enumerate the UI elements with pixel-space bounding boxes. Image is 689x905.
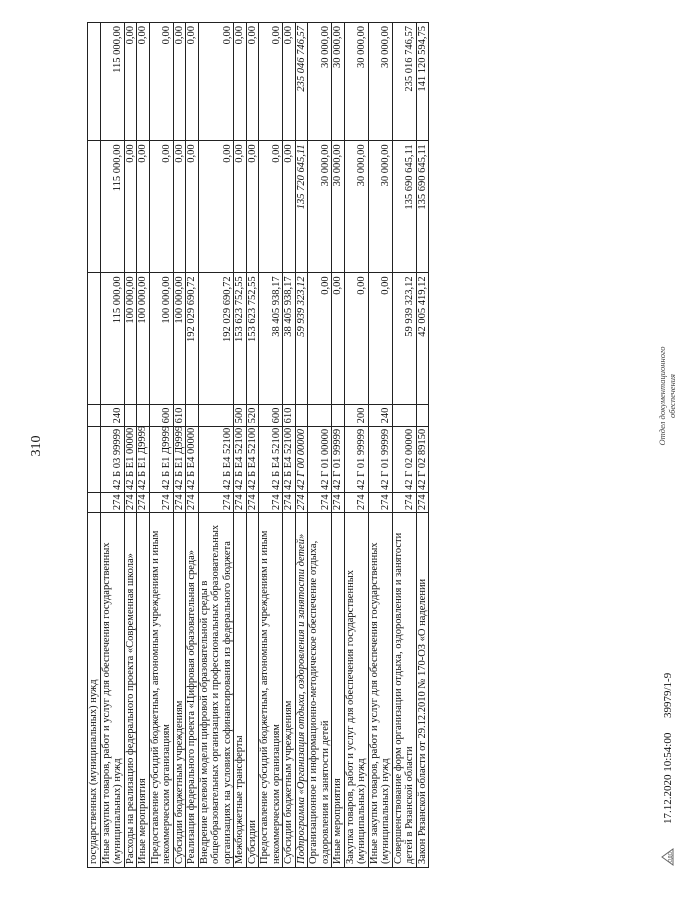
- row-classification: 42 Г 01 99999: [344, 426, 368, 493]
- rotated-page: [87, 0, 677, 868]
- row-classification: 42 Б Е1 00000: [124, 426, 137, 493]
- row-code: 274: [368, 493, 392, 513]
- row-name: Субсидии бюджетным учреждениям: [283, 513, 296, 868]
- row-value-2021: 192 029 690,72: [198, 273, 234, 405]
- table-row: [392, 23, 416, 868]
- row-expense-type: [332, 405, 345, 426]
- row-name: Субсидии: [246, 513, 259, 868]
- row-value-2023: 30 000,00: [332, 23, 345, 141]
- table-row: [234, 23, 247, 868]
- row-name: Организационное и информационно-методическое обеспечение отдыха, оздоровления и занятости детей: [308, 513, 332, 868]
- row-value-2022: 0,00: [234, 141, 247, 273]
- row-value-2021: 100 000,00: [173, 273, 186, 405]
- row-name: Реализация федерального проекта «Цифровая образовательная среда»: [186, 513, 199, 868]
- row-value-2023: 0,00: [173, 23, 186, 141]
- row-value-2022: 0,00: [173, 141, 186, 273]
- row-name: Иные закупки товаров, работ и услуг для обеспечения государственных (муниципальных) нужд: [368, 513, 392, 868]
- row-value-2021: 0,00: [332, 273, 345, 405]
- table-row: [124, 23, 137, 868]
- row-name: Подпрограмма «Организация отдыха, оздоровления и занятости детей»: [295, 513, 308, 868]
- row-name: Иные мероприятия: [332, 513, 345, 868]
- row-value-2022: 30 000,00: [368, 141, 392, 273]
- row-code: 274: [344, 493, 368, 513]
- table-row: [198, 23, 234, 868]
- svg-text:ОДО: ОДО: [668, 851, 674, 863]
- row-expense-type: [308, 405, 332, 426]
- row-value-2023: 0,00: [149, 23, 173, 141]
- row-value-2022: 30 000,00: [332, 141, 345, 273]
- row-code: 274: [295, 493, 308, 513]
- table-row: [332, 23, 345, 868]
- row-classification: 42 Г 01 00000: [308, 426, 332, 493]
- row-expense-type: [295, 405, 308, 426]
- row-classification: 42 Б Е4 52100: [246, 426, 259, 493]
- row-expense-type: 610: [173, 405, 186, 426]
- table-row: [368, 23, 392, 868]
- table-row: [100, 23, 124, 868]
- row-value-2023: 0,00: [124, 23, 137, 141]
- table-row: [344, 23, 368, 868]
- row-classification: 42 Б Е4 52100: [259, 426, 283, 493]
- row-value-2022: [88, 141, 101, 273]
- table-row: [88, 23, 101, 868]
- row-value-2021: 153 623 752,55: [246, 273, 259, 405]
- row-code: 274: [392, 493, 416, 513]
- row-name: Внедрение целевой модели цифровой образовательной среды в общеобразовательных организациях и профессиональных образовательных организациях на условиях софинансирования из федерального бюджета: [198, 513, 234, 868]
- row-expense-type: [186, 405, 199, 426]
- row-classification: 42 Б Е4 52100: [198, 426, 234, 493]
- row-value-2023: 0,00: [198, 23, 234, 141]
- row-value-2021: 100 000,00: [137, 273, 150, 405]
- row-name: государственных (муниципальных) нужд: [88, 513, 101, 868]
- row-value-2023: 0,00: [234, 23, 247, 141]
- footer-department-stamp: Отдел документационного обеспечения: [657, 346, 677, 446]
- table-row: [246, 23, 259, 868]
- row-value-2021: 100 000,00: [149, 273, 173, 405]
- row-classification: 42 Г 01 99999: [368, 426, 392, 493]
- row-code: 274: [149, 493, 173, 513]
- row-value-2022: 0,00: [124, 141, 137, 273]
- row-value-2023: 30 000,00: [308, 23, 332, 141]
- table-row: [259, 23, 283, 868]
- footer-datetime: 17.12.2020 10:54:00: [662, 732, 674, 824]
- row-value-2021: 59 939 323,12: [392, 273, 416, 405]
- department-logo-icon: [659, 846, 675, 868]
- row-value-2023: 141 120 594,75: [416, 23, 429, 141]
- row-classification: 42 Б Е4 00000: [186, 426, 199, 493]
- row-value-2021: 0,00: [344, 273, 368, 405]
- row-value-2021: 115 000,00: [100, 273, 124, 405]
- row-value-2023: [88, 23, 101, 141]
- row-value-2022: 0,00: [259, 141, 283, 273]
- row-expense-type: 610: [283, 405, 296, 426]
- row-name: Иные мероприятия: [137, 513, 150, 868]
- table-row: [416, 23, 429, 868]
- row-code: 274: [137, 493, 150, 513]
- row-value-2022: 0,00: [283, 141, 296, 273]
- row-code: [88, 493, 101, 513]
- row-value-2022: 30 000,00: [344, 141, 368, 273]
- row-value-2021: 38 405 938,17: [259, 273, 283, 405]
- row-value-2023: 0,00: [246, 23, 259, 141]
- row-value-2022: 135 690 645,11: [392, 141, 416, 273]
- row-value-2023: 30 000,00: [344, 23, 368, 141]
- row-value-2021: 153 623 752,55: [234, 273, 247, 405]
- row-value-2023: 235 046 746,57: [295, 23, 308, 141]
- row-value-2021: 192 029 690,72: [186, 273, 199, 405]
- row-value-2023: 0,00: [186, 23, 199, 141]
- row-name: Закон Рязанской области от 29.12.2010 № 170-ОЗ «О наделении: [416, 513, 429, 868]
- row-value-2021: 0,00: [368, 273, 392, 405]
- row-expense-type: [88, 405, 101, 426]
- row-expense-type: [124, 405, 137, 426]
- footer-doc-number: 39979/1-9: [662, 672, 674, 718]
- row-code: 274: [308, 493, 332, 513]
- table-row: [173, 23, 186, 868]
- row-value-2022: 0,00: [246, 141, 259, 273]
- row-value-2023: 0,00: [137, 23, 150, 141]
- row-value-2022: 115 000,00: [100, 141, 124, 273]
- row-expense-type: [198, 405, 234, 426]
- row-code: 274: [416, 493, 429, 513]
- row-name: Закупка товаров, работ и услуг для обеспечения государственных (муниципальных) нужд: [344, 513, 368, 868]
- row-classification: 42 Г 02 89150: [416, 426, 429, 493]
- row-expense-type: 600: [259, 405, 283, 426]
- row-expense-type: 240: [368, 405, 392, 426]
- row-name: Субсидии бюджетным учреждениям: [173, 513, 186, 868]
- row-code: 274: [124, 493, 137, 513]
- row-code: 274: [283, 493, 296, 513]
- row-value-2023: 0,00: [283, 23, 296, 141]
- row-expense-type: [392, 405, 416, 426]
- row-code: 274: [100, 493, 124, 513]
- row-value-2022: 0,00: [149, 141, 173, 273]
- row-value-2022: 135 690 645,11: [416, 141, 429, 273]
- budget-table: [87, 22, 429, 868]
- row-value-2021: 100 000,00: [124, 273, 137, 405]
- row-classification: 42 Б Е1 Д9999: [149, 426, 173, 493]
- table-row: [137, 23, 150, 868]
- row-code: 274: [259, 493, 283, 513]
- row-value-2022: 0,00: [198, 141, 234, 273]
- row-value-2023: 0,00: [259, 23, 283, 141]
- row-value-2022: 30 000,00: [308, 141, 332, 273]
- row-value-2021: 42 005 419,12: [416, 273, 429, 405]
- row-classification: 42 Б Е4 52100: [234, 426, 247, 493]
- table-row: [308, 23, 332, 868]
- row-value-2021: 59 939 323,12: [295, 273, 308, 405]
- table-row: [186, 23, 199, 868]
- row-classification: 42 Б Е4 52100: [283, 426, 296, 493]
- row-expense-type: [137, 405, 150, 426]
- row-classification: 42 Б 03 99999: [100, 426, 124, 493]
- page-number: 310: [29, 435, 44, 457]
- row-code: 274: [246, 493, 259, 513]
- table-row: [295, 23, 308, 868]
- row-classification: 42 Г 00 00000: [295, 426, 308, 493]
- row-value-2023: 235 016 746,57: [392, 23, 416, 141]
- budget-table-body: [88, 23, 429, 868]
- row-value-2022: 135 720 645,11: [295, 141, 308, 273]
- row-value-2021: 38 405 938,17: [283, 273, 296, 405]
- row-code: 274: [332, 493, 345, 513]
- row-expense-type: 600: [149, 405, 173, 426]
- row-value-2023: 115 000,00: [100, 23, 124, 141]
- row-code: 274: [173, 493, 186, 513]
- row-name: Совершенствование форм организации отдыха, оздоровления и занятости детей в Рязанской области: [392, 513, 416, 868]
- row-expense-type: 240: [100, 405, 124, 426]
- row-code: 274: [234, 493, 247, 513]
- row-classification: 42 Г 01 99999: [332, 426, 345, 493]
- row-name: Расходы на реализацию федерального проекта «Современная школа»: [124, 513, 137, 868]
- row-classification: 42 Г 02 00000: [392, 426, 416, 493]
- row-name: Межбюджетные трансферты: [234, 513, 247, 868]
- row-value-2023: 30 000,00: [368, 23, 392, 141]
- row-name: Предоставление субсидий бюджетным, автономным учреждениям и иным некоммерческим организациям: [259, 513, 283, 868]
- row-name: Иные закупки товаров, работ и услуг для обеспечения государственных (муниципальных) нужд: [100, 513, 124, 868]
- row-value-2022: 0,00: [186, 141, 199, 273]
- row-expense-type: 520: [246, 405, 259, 426]
- row-expense-type: 200: [344, 405, 368, 426]
- row-value-2021: [88, 273, 101, 405]
- row-value-2022: 0,00: [137, 141, 150, 273]
- row-classification: 42 Б Е1 Д9999: [173, 426, 186, 493]
- table-row: [283, 23, 296, 868]
- row-value-2021: 0,00: [308, 273, 332, 405]
- row-classification: 42 Б Е1 Д9999: [137, 426, 150, 493]
- row-code: 274: [198, 493, 234, 513]
- footer: [659, 22, 689, 868]
- row-expense-type: [416, 405, 429, 426]
- row-expense-type: 500: [234, 405, 247, 426]
- row-code: 274: [186, 493, 199, 513]
- table-row: [149, 23, 173, 868]
- row-classification: [88, 426, 101, 493]
- row-name: Предоставление субсидий бюджетным, автономным учреждениям и иным некоммерческим организациям: [149, 513, 173, 868]
